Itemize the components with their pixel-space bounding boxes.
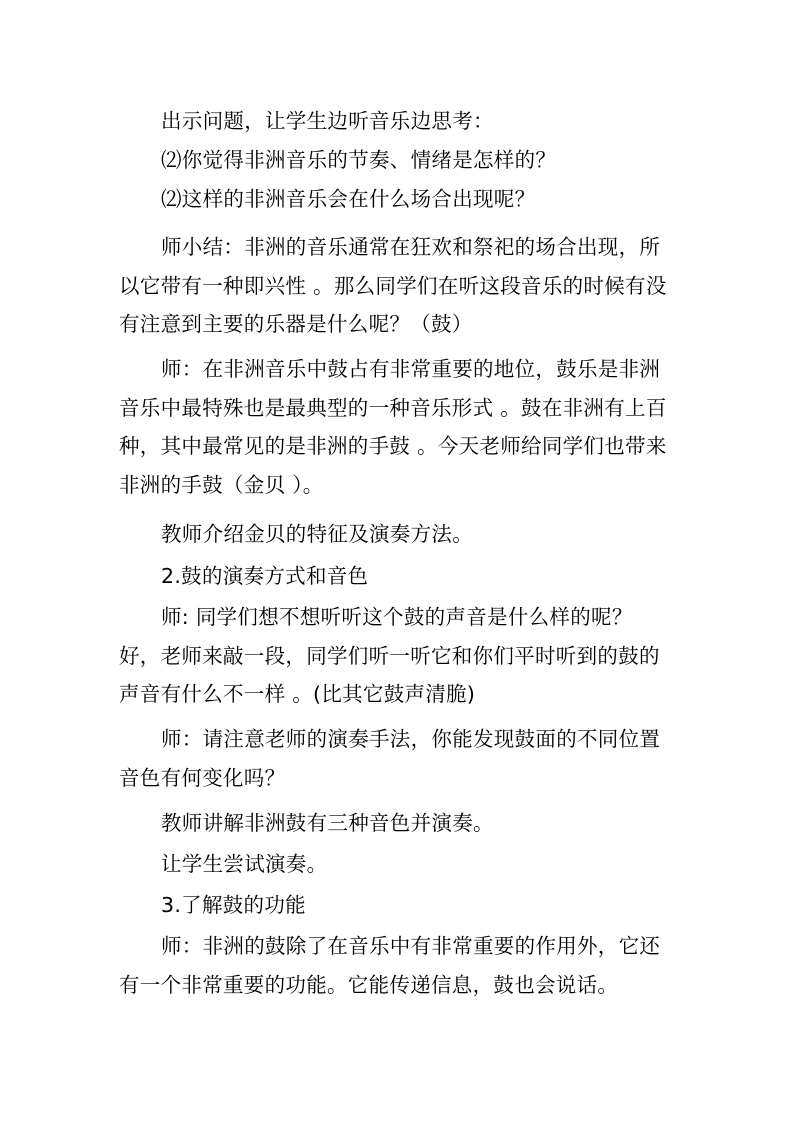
paragraph-students-try: 让学生尝试演奏。 bbox=[161, 852, 328, 876]
paragraph-prompt-intro: 出示问题，让学生边听音乐边思考： bbox=[161, 109, 494, 133]
paragraph-playing-technique: 师：请注意老师的演奏手法，你能发现鼓面的不同位置音色有何变化吗？ bbox=[119, 727, 661, 790]
paragraph-drum-communication: 师：非洲的鼓除了在音乐中有非常重要的作用外，它还有一个非常重要的功能。它能传递信息，鼓也会说话。 bbox=[119, 934, 661, 997]
paragraph-question-rhythm: ⑵你觉得非洲音乐的节奏、情绪是怎样的？ bbox=[161, 148, 557, 172]
paragraph-drum-importance: 师：在非洲音乐中鼓占有非常重要的地位，鼓乐是非洲音乐中最特殊也是最典型的一种音乐形式 。鼓在非洲有上百种，其中最常见的是非洲的手鼓 。今天老师给同学们也带来非洲的手鼓（金贝 ）。 bbox=[119, 357, 667, 497]
paragraph-three-timbres: 教师讲解非洲鼓有三种音色并演奏。 bbox=[161, 811, 494, 835]
paragraph-listen-drum: 师: 同学们想不想听听这个鼓的声音是什么样的呢？好，老师来敲一段，同学们听一听它和你们平时听到的鼓的声音有什么不一样 。(比其它鼓声清脆) bbox=[119, 605, 660, 706]
section-heading-playing-timbre: 2.鼓的演奏方式和音色 bbox=[161, 564, 369, 588]
paragraph-question-occasion: ⑵这样的非洲音乐会在什么场合出现呢？ bbox=[161, 187, 536, 211]
paragraph-teacher-summary: 师小结：非洲的音乐通常在狂欢和祭祀的场合出现，所以它带有一种即兴性 。那么同学们在听这段音乐的时候有没有注意到主要的乐器是什么呢？（鼓） bbox=[119, 235, 667, 336]
section-heading-drum-function: 3.了解鼓的功能 bbox=[161, 893, 306, 917]
paragraph-djembe-intro: 教师介绍金贝的特征及演奏方法。 bbox=[161, 522, 473, 546]
